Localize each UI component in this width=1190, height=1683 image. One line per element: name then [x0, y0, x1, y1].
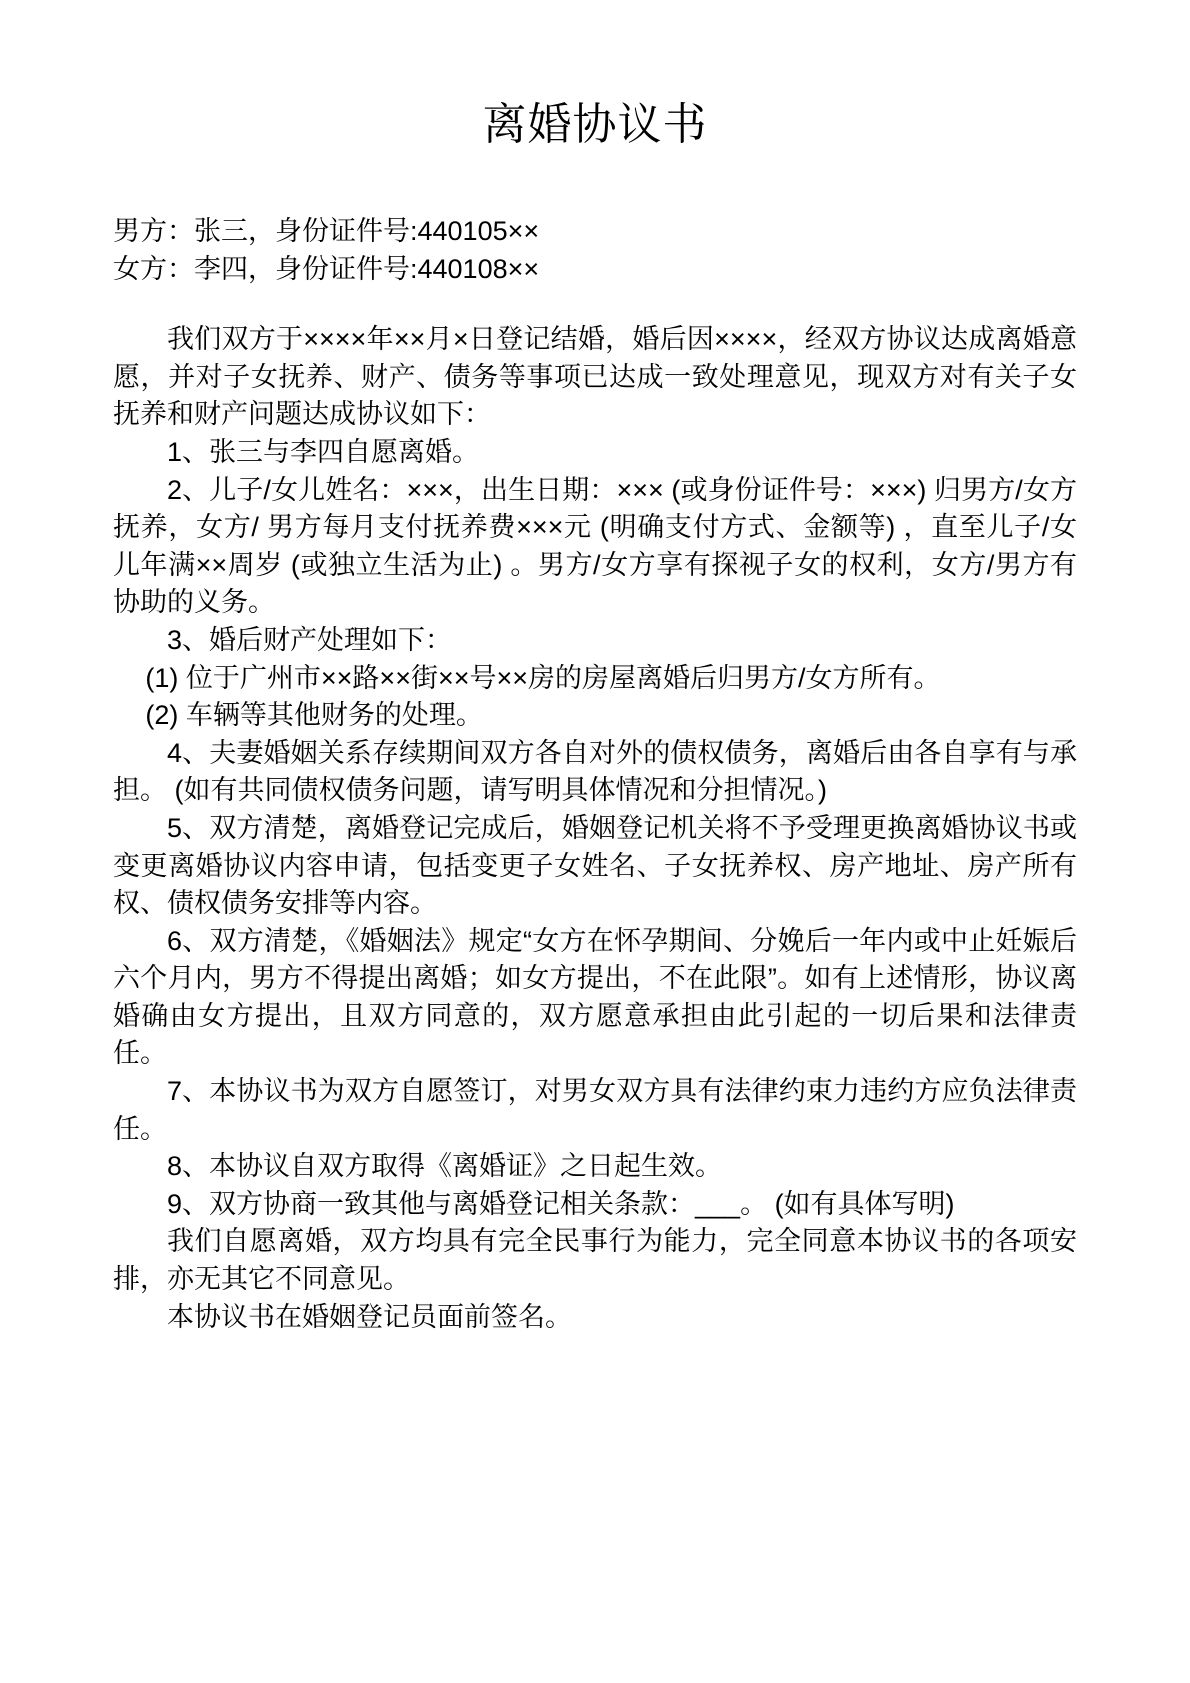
paragraph: 2、儿子/女儿姓名：×××，出生日期：××× (或身份证件号：×××) 归男方/女方抚养，女方/ 男方每月支付抚养费×××元 (明确支付方式、金额等) ，直至儿子/女儿年满××周岁 (或独立生活为止) 。男方/女方享有探视子女的权利，女方/男方有协助的义务。	[113, 474, 1077, 618]
paragraph: 7、本协议书为双方自愿签订，对男女双方具有法律约束力违约方应负法律责任。	[113, 1076, 1077, 1144]
agreement-paragraphs	[113, 321, 1077, 1336]
paragraph: 6、双方清楚，《婚姻法》规定“女方在怀孕期间、分娩后一年内或中止妊娠后六个月内，男方不得提出离婚；如女方提出，不在此限”。如有上述情形，协议离婚确由女方提出，且双方同意的，双方愿意承担由此引起的一切后果和法律责任。	[113, 925, 1077, 1069]
paragraph: 9、双方协商一致其他与离婚登记相关条款：___。 (如有具体写明)	[167, 1188, 955, 1219]
paragraph: 我们双方于××××年××月×日登记结婚，婚后因××××，经双方协议达成离婚意愿，并对子女抚养、财产、债务等事项已达成一致处理意见，现双方对有关子女抚养和财产问题达成协议如下：	[113, 324, 1077, 430]
paragraph: 本协议书在婚姻登记员面前签名。	[167, 1301, 572, 1332]
paragraph: 8、本协议自双方取得《离婚证》之日起生效。	[167, 1151, 723, 1182]
paragraph: 1、张三与李四自愿离婚。	[167, 436, 480, 467]
paragraph: 4、夫妻婚姻关系存续期间双方各自对外的债权债务，离婚后由各自享有与承担。 (如有共同债权债务问题，请写明具体情况和分担情况。)	[113, 737, 1077, 806]
paragraph: (1) 位于广州市××路××街××号××房的房屋离婚后归男方/女方所有。	[145, 662, 941, 693]
document-title: 离婚协议书	[482, 100, 708, 149]
paragraph: (2) 车辆等其他财务的处理。	[145, 700, 483, 731]
paragraph: 我们自愿离婚，双方均具有完全民事行为能力，完全同意本协议书的各项安排，亦无其它不同意见。	[113, 1226, 1077, 1295]
party-line-female: 女方：李四，身份证件号:440108××	[113, 253, 540, 284]
paragraph: 5、双方清楚，离婚登记完成后，婚姻登记机关将不予受理更换离婚协议书或变更离婚协议内容申请，包括变更子女姓名、子女抚养权、房产地址、房产所有权、债权债务安排等内容。	[113, 812, 1077, 919]
party-line-male: 男方：张三，身份证件号:440105××	[113, 216, 540, 246]
paragraph: 3、婚后财产处理如下：	[167, 624, 453, 655]
document-body	[113, 213, 1077, 1336]
